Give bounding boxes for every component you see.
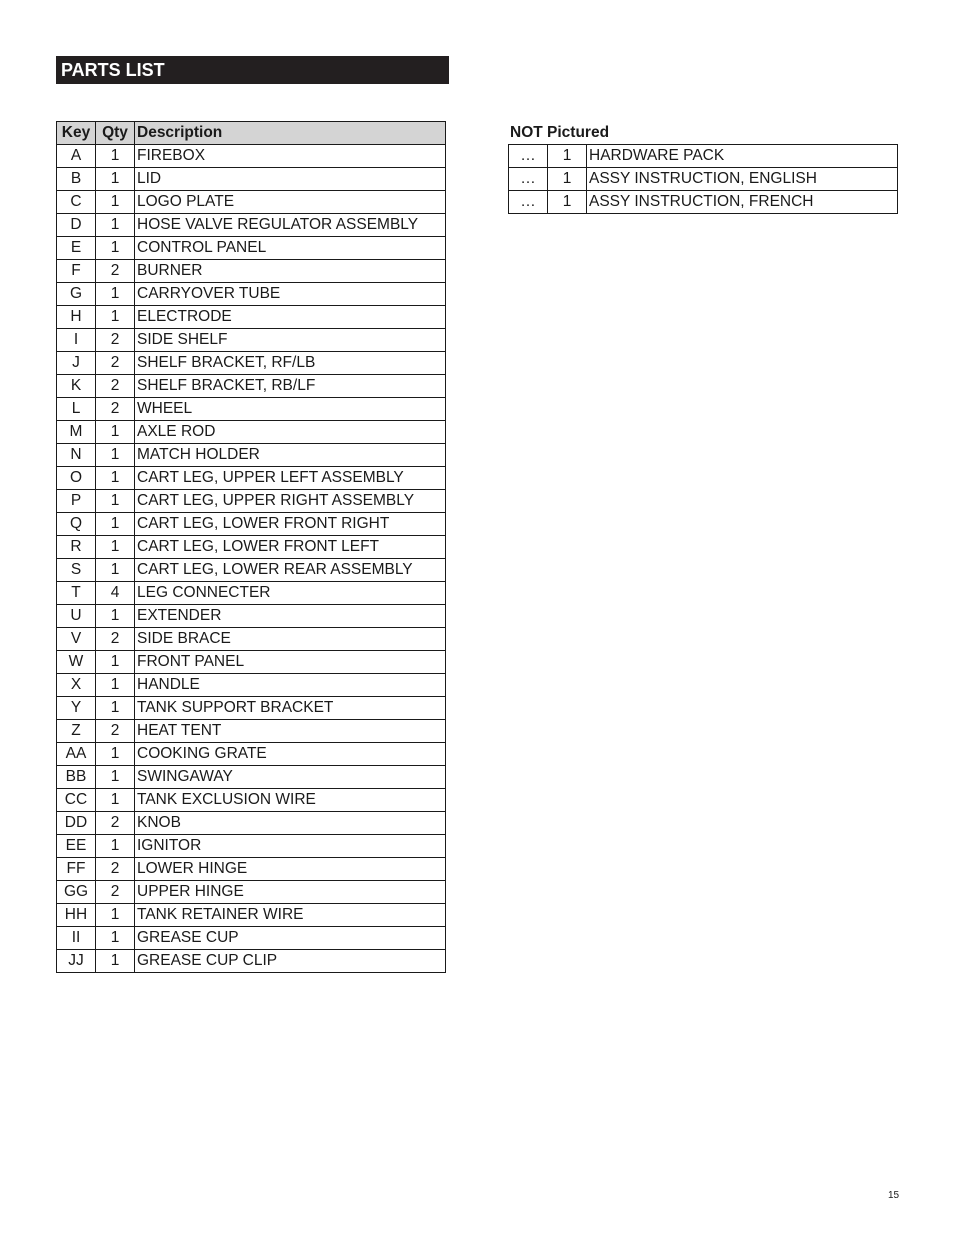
row-qty: 1 <box>96 168 135 191</box>
table-row <box>57 145 446 168</box>
table-row <box>57 260 446 283</box>
row-key: X <box>57 674 96 697</box>
row-description: TANK EXCLUSION WIRE <box>135 789 446 812</box>
row-qty: 1 <box>96 237 135 260</box>
parts-table-body <box>57 145 446 973</box>
page-number: 15 <box>888 1190 900 1201</box>
row-description: UPPER HINGE <box>135 881 446 904</box>
row-key: … <box>509 168 548 191</box>
row-description: FRONT PANEL <box>135 651 446 674</box>
row-key: B <box>57 168 96 191</box>
row-qty: 1 <box>96 490 135 513</box>
row-description: SWINGAWAY <box>135 766 446 789</box>
table-row <box>57 651 446 674</box>
row-description: HARDWARE PACK <box>587 145 898 168</box>
table-row <box>57 283 446 306</box>
row-key: FF <box>57 858 96 881</box>
header-qty: Qty <box>96 122 135 145</box>
row-description: HANDLE <box>135 674 446 697</box>
table-row <box>57 352 446 375</box>
table-row <box>57 467 446 490</box>
table-row <box>57 559 446 582</box>
table-row <box>509 191 898 214</box>
row-qty: 1 <box>96 283 135 306</box>
table-row <box>57 766 446 789</box>
row-qty: 1 <box>96 605 135 628</box>
table-row <box>57 536 446 559</box>
row-description: SIDE BRACE <box>135 628 446 651</box>
row-description: BURNER <box>135 260 446 283</box>
row-qty: 1 <box>96 904 135 927</box>
row-qty: 1 <box>96 927 135 950</box>
row-qty: 1 <box>548 168 587 191</box>
row-description: IGNITOR <box>135 835 446 858</box>
row-description: AXLE ROD <box>135 421 446 444</box>
row-qty: 1 <box>96 697 135 720</box>
table-header-row <box>57 122 446 145</box>
table-row <box>57 674 446 697</box>
table-row <box>57 697 446 720</box>
table-row <box>57 789 446 812</box>
table-row <box>57 628 446 651</box>
row-description: COOKING GRATE <box>135 743 446 766</box>
table-row <box>57 168 446 191</box>
table-row <box>57 881 446 904</box>
row-key: GG <box>57 881 96 904</box>
row-key: EE <box>57 835 96 858</box>
table-row <box>57 214 446 237</box>
row-qty: 2 <box>96 858 135 881</box>
row-key: HH <box>57 904 96 927</box>
row-qty: 1 <box>96 191 135 214</box>
row-description: ASSY INSTRUCTION, ENGLISH <box>587 168 898 191</box>
row-qty: 2 <box>96 628 135 651</box>
row-key: P <box>57 490 96 513</box>
table-row <box>57 375 446 398</box>
row-description: CART LEG, LOWER FRONT LEFT <box>135 536 446 559</box>
row-key: T <box>57 582 96 605</box>
row-qty: 1 <box>96 513 135 536</box>
row-qty: 2 <box>96 260 135 283</box>
row-description: LOWER HINGE <box>135 858 446 881</box>
row-key: II <box>57 927 96 950</box>
row-description: CART LEG, UPPER RIGHT ASSEMBLY <box>135 490 446 513</box>
row-description: CART LEG, UPPER LEFT ASSEMBLY <box>135 467 446 490</box>
not-pictured-table <box>508 144 898 214</box>
row-qty: 2 <box>96 881 135 904</box>
table-row <box>57 858 446 881</box>
row-qty: 1 <box>96 306 135 329</box>
row-description: LEG CONNECTER <box>135 582 446 605</box>
table-row <box>57 904 446 927</box>
row-qty: 1 <box>96 766 135 789</box>
row-description: TANK SUPPORT BRACKET <box>135 697 446 720</box>
row-description: EXTENDER <box>135 605 446 628</box>
row-key: V <box>57 628 96 651</box>
table-row <box>57 329 446 352</box>
table-row <box>57 398 446 421</box>
table-row <box>57 306 446 329</box>
row-qty: 2 <box>96 398 135 421</box>
row-qty: 1 <box>96 536 135 559</box>
table-row <box>57 237 446 260</box>
row-key: C <box>57 191 96 214</box>
row-key: I <box>57 329 96 352</box>
row-description: TANK RETAINER WIRE <box>135 904 446 927</box>
table-row <box>57 812 446 835</box>
row-key: N <box>57 444 96 467</box>
row-key: D <box>57 214 96 237</box>
header-description: Description <box>135 122 446 145</box>
row-description: SIDE SHELF <box>135 329 446 352</box>
row-description: CARRYOVER TUBE <box>135 283 446 306</box>
row-qty: 1 <box>96 674 135 697</box>
header-key: Key <box>57 122 96 145</box>
row-qty: 2 <box>96 375 135 398</box>
row-qty: 1 <box>96 467 135 490</box>
row-description: ASSY INSTRUCTION, FRENCH <box>587 191 898 214</box>
row-key: M <box>57 421 96 444</box>
row-key: W <box>57 651 96 674</box>
row-key: H <box>57 306 96 329</box>
row-qty: 1 <box>96 444 135 467</box>
parts-table <box>56 121 446 973</box>
table-row <box>509 145 898 168</box>
row-key: O <box>57 467 96 490</box>
row-description: MATCH HOLDER <box>135 444 446 467</box>
row-key: G <box>57 283 96 306</box>
row-key: Y <box>57 697 96 720</box>
row-description: SHELF BRACKET, RB/LF <box>135 375 446 398</box>
row-qty: 1 <box>96 145 135 168</box>
row-key: … <box>509 191 548 214</box>
table-row <box>57 490 446 513</box>
table-row <box>57 582 446 605</box>
row-key: J <box>57 352 96 375</box>
row-description: CART LEG, LOWER FRONT RIGHT <box>135 513 446 536</box>
row-qty: 1 <box>96 950 135 973</box>
table-row <box>57 950 446 973</box>
row-key: E <box>57 237 96 260</box>
row-qty: 2 <box>96 812 135 835</box>
row-qty: 1 <box>96 559 135 582</box>
row-qty: 4 <box>96 582 135 605</box>
row-key: R <box>57 536 96 559</box>
table-row <box>57 720 446 743</box>
row-description: SHELF BRACKET, RF/LB <box>135 352 446 375</box>
row-description: GREASE CUP CLIP <box>135 950 446 973</box>
row-qty: 1 <box>548 145 587 168</box>
table-row <box>509 168 898 191</box>
row-qty: 1 <box>96 214 135 237</box>
row-key: DD <box>57 812 96 835</box>
table-row <box>57 927 446 950</box>
page-title: PARTS LIST <box>56 56 449 84</box>
not-pictured-table-body <box>509 145 898 214</box>
row-qty: 1 <box>96 789 135 812</box>
row-qty: 1 <box>96 743 135 766</box>
row-key: AA <box>57 743 96 766</box>
row-key: Z <box>57 720 96 743</box>
row-key: JJ <box>57 950 96 973</box>
table-row <box>57 444 446 467</box>
row-qty: 1 <box>548 191 587 214</box>
row-description: LID <box>135 168 446 191</box>
row-key: L <box>57 398 96 421</box>
row-qty: 1 <box>96 421 135 444</box>
row-description: WHEEL <box>135 398 446 421</box>
row-key: A <box>57 145 96 168</box>
row-key: S <box>57 559 96 582</box>
table-row <box>57 835 446 858</box>
table-row <box>57 743 446 766</box>
row-description: HOSE VALVE REGULATOR ASSEMBLY <box>135 214 446 237</box>
row-qty: 1 <box>96 835 135 858</box>
row-key: BB <box>57 766 96 789</box>
row-key: U <box>57 605 96 628</box>
row-qty: 2 <box>96 352 135 375</box>
row-description: LOGO PLATE <box>135 191 446 214</box>
row-key: Q <box>57 513 96 536</box>
row-key: F <box>57 260 96 283</box>
row-key: K <box>57 375 96 398</box>
row-qty: 2 <box>96 720 135 743</box>
row-key: CC <box>57 789 96 812</box>
table-row <box>57 605 446 628</box>
not-pictured-title: NOT Pictured <box>510 124 610 141</box>
table-row <box>57 421 446 444</box>
row-description: ELECTRODE <box>135 306 446 329</box>
row-description: FIREBOX <box>135 145 446 168</box>
row-qty: 2 <box>96 329 135 352</box>
row-key: … <box>509 145 548 168</box>
row-description: HEAT TENT <box>135 720 446 743</box>
row-description: KNOB <box>135 812 446 835</box>
table-row <box>57 191 446 214</box>
table-row <box>57 513 446 536</box>
row-description: GREASE CUP <box>135 927 446 950</box>
row-description: CART LEG, LOWER REAR ASSEMBLY <box>135 559 446 582</box>
row-qty: 1 <box>96 651 135 674</box>
row-description: CONTROL PANEL <box>135 237 446 260</box>
